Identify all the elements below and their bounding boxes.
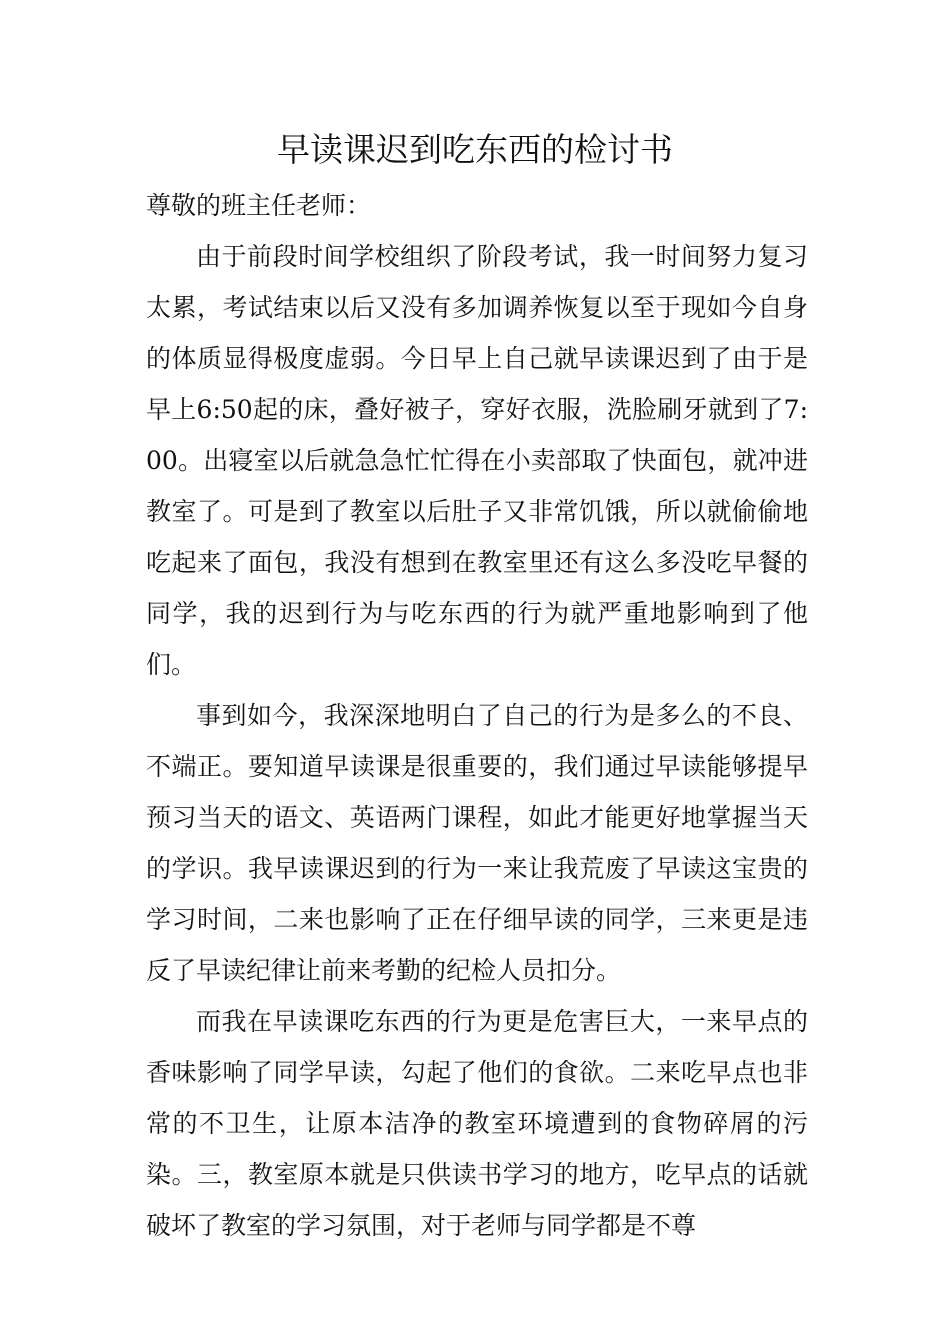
document-title: 早读课迟到吃东西的检讨书 xyxy=(277,130,673,169)
paragraph-2: 事到如今，我深深地明白了自己的行为是多么的不良、不端正。要知道早读课是很重要的，我们通过早读能够提早预习当天的语文、英语两门课程，如此才能更好地掌握当天的学识。我早读课迟到的行为一来让我荒废了早读这宝贵的学习时间，二来也影响了正在仔细早读的同学，三来更是违反了早读纪律让前来考勤的纪检人员扣分。 xyxy=(146,701,808,985)
paragraph-1: 由于前段时间学校组织了阶段考试，我一时间努力复习太累，考试结束以后又没有多加调养恢复以至于现如今自身的体质显得极度虚弱。今日早上自己就早读课迟到了由于是早上6:50起的床，叠好被子，穿好衣服，洗脸刷牙就到了7:00。出寝室以后就急急忙忙得在小卖部取了快面包，就冲进教室了。可是到了教室以后肚子又非常饥饿，所以就偷偷地吃起来了面包，我没有想到在教室里还有这么多没吃早餐的同学，我的迟到行为与吃东西的行为就严重地影响到了他们。 xyxy=(146,242,808,679)
salutation: 尊敬的班主任老师： xyxy=(146,191,372,220)
paragraph-3: 而我在早读课吃东西的行为更是危害巨大，一来早点的香味影响了同学早读，勾起了他们的食欲。二来吃早点也非常的不卫生，让原本洁净的教室环境遭到的食物碎屑的污染。三，教室原本就是只供读书学习的地方，吃早点的话就破坏了教室的学习氛围，对于老师与同学都是不尊 xyxy=(146,1007,808,1240)
document-body xyxy=(146,180,808,1251)
